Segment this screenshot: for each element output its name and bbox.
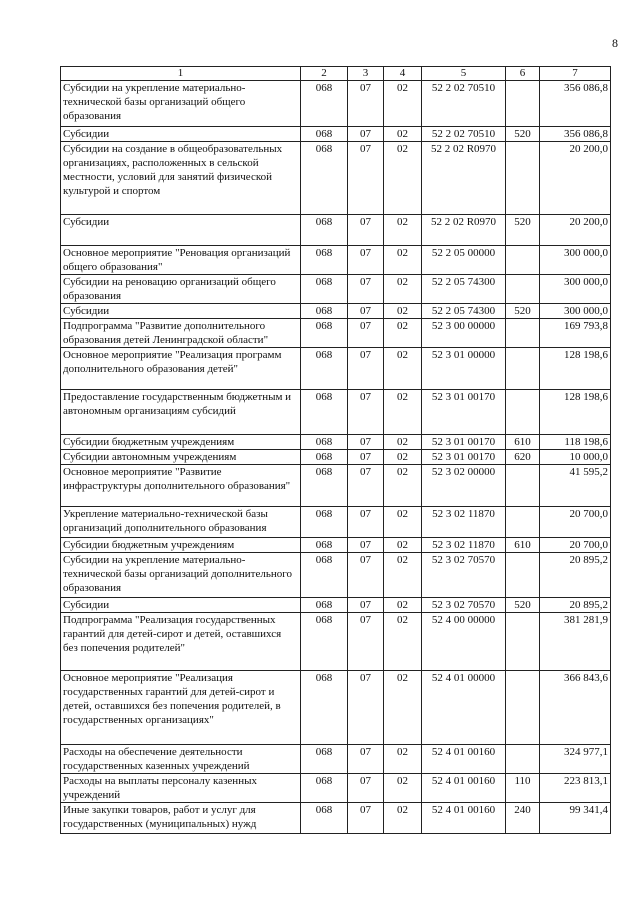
row-name-cell: Субсидии бюджетным учреждениям — [61, 538, 301, 553]
row-code-4-cell: 02 — [384, 613, 422, 671]
row-code-5-cell: 52 3 00 00000 — [422, 319, 506, 348]
row-code-3-cell: 07 — [348, 319, 384, 348]
row-code-3-cell: 07 — [348, 246, 384, 275]
row-name-cell: Основное мероприятие "Реализация программ дополнительного образования детей" — [61, 348, 301, 390]
row-code-5-cell: 52 2 02 70510 — [422, 127, 506, 142]
row-code-4-cell: 02 — [384, 745, 422, 774]
table-row — [61, 553, 611, 598]
row-amount-cell: 356 086,8 — [540, 127, 611, 142]
row-code-4-cell: 02 — [384, 348, 422, 390]
table-row — [61, 348, 611, 390]
row-amount-cell: 20 200,0 — [540, 142, 611, 215]
row-code-6-cell: 520 — [506, 304, 540, 319]
row-amount-cell: 99 341,4 — [540, 803, 611, 834]
row-amount-cell: 381 281,9 — [540, 613, 611, 671]
row-code-5-cell: 52 2 02 R0970 — [422, 215, 506, 246]
row-code-6-cell — [506, 553, 540, 598]
row-code-3-cell: 07 — [348, 465, 384, 507]
row-name-cell: Подпрограмма "Реализация государственных гарантий для детей-сирот и детей, оставшихся без попечения родителей" — [61, 613, 301, 671]
row-name-cell: Субсидии на создание в общеобразовательных организациях, расположенных в сельской местности, условий для занятий физической культурой и спортом — [61, 142, 301, 215]
row-code-4-cell: 02 — [384, 538, 422, 553]
row-code-6-cell — [506, 465, 540, 507]
table-body — [61, 81, 611, 834]
row-code-2-cell: 068 — [301, 275, 348, 304]
row-code-2-cell: 068 — [301, 538, 348, 553]
row-code-2-cell: 068 — [301, 553, 348, 598]
table-header-row — [61, 67, 611, 81]
row-code-4-cell: 02 — [384, 127, 422, 142]
row-code-4-cell: 02 — [384, 803, 422, 834]
table-row — [61, 745, 611, 774]
row-code-2-cell: 068 — [301, 507, 348, 538]
table-row — [61, 435, 611, 450]
row-code-3-cell: 07 — [348, 450, 384, 465]
table-row — [61, 538, 611, 553]
row-name-cell: Субсидии на укрепление материально-технической базы организаций дополнительного образования — [61, 553, 301, 598]
row-code-5-cell: 52 2 05 74300 — [422, 275, 506, 304]
table-row — [61, 142, 611, 215]
row-name-cell: Укрепление материально-технической базы организаций дополнительного образования — [61, 507, 301, 538]
row-code-5-cell: 52 2 05 74300 — [422, 304, 506, 319]
table-row — [61, 598, 611, 613]
row-code-4-cell: 02 — [384, 304, 422, 319]
row-amount-cell: 324 977,1 — [540, 745, 611, 774]
row-amount-cell: 118 198,6 — [540, 435, 611, 450]
row-code-2-cell: 068 — [301, 465, 348, 507]
row-code-2-cell: 068 — [301, 774, 348, 803]
row-amount-cell: 300 000,0 — [540, 304, 611, 319]
table-row — [61, 319, 611, 348]
row-code-2-cell: 068 — [301, 319, 348, 348]
row-name-cell: Субсидии на укрепление материально-технической базы организаций общего образования — [61, 81, 301, 127]
row-code-6-cell — [506, 275, 540, 304]
row-code-5-cell: 52 3 02 11870 — [422, 538, 506, 553]
table-row — [61, 613, 611, 671]
row-code-4-cell: 02 — [384, 671, 422, 745]
row-code-6-cell: 110 — [506, 774, 540, 803]
row-code-2-cell: 068 — [301, 127, 348, 142]
row-code-6-cell — [506, 319, 540, 348]
row-code-2-cell: 068 — [301, 671, 348, 745]
row-code-6-cell — [506, 507, 540, 538]
row-code-5-cell: 52 4 01 00000 — [422, 671, 506, 745]
row-name-cell: Субсидии — [61, 127, 301, 142]
row-code-5-cell: 52 3 01 00170 — [422, 435, 506, 450]
row-code-5-cell: 52 3 02 70570 — [422, 553, 506, 598]
column-header: 3 — [348, 67, 384, 81]
row-code-6-cell: 240 — [506, 803, 540, 834]
row-code-3-cell: 07 — [348, 553, 384, 598]
table-row — [61, 671, 611, 745]
table-row — [61, 127, 611, 142]
row-code-2-cell: 068 — [301, 745, 348, 774]
row-code-3-cell: 07 — [348, 613, 384, 671]
row-code-3-cell: 07 — [348, 745, 384, 774]
row-name-cell: Основное мероприятие "Развитие инфраструктуры дополнительного образования" — [61, 465, 301, 507]
row-code-5-cell: 52 3 01 00000 — [422, 348, 506, 390]
row-code-2-cell: 068 — [301, 142, 348, 215]
row-code-2-cell: 068 — [301, 598, 348, 613]
row-amount-cell: 20 895,2 — [540, 598, 611, 613]
row-amount-cell: 223 813,1 — [540, 774, 611, 803]
budget-table — [60, 66, 611, 834]
row-code-5-cell: 52 3 01 00170 — [422, 450, 506, 465]
row-amount-cell: 128 198,6 — [540, 390, 611, 435]
row-code-3-cell: 07 — [348, 390, 384, 435]
row-code-6-cell — [506, 671, 540, 745]
table-row — [61, 81, 611, 127]
row-code-5-cell: 52 2 05 00000 — [422, 246, 506, 275]
row-amount-cell: 10 000,0 — [540, 450, 611, 465]
row-name-cell: Субсидии автономным учреждениям — [61, 450, 301, 465]
row-code-3-cell: 07 — [348, 538, 384, 553]
row-name-cell: Основное мероприятие "Реализация государственных гарантий для детей-сирот и детей, оставшихся без попечения родителей, в государственных организациях" — [61, 671, 301, 745]
row-code-4-cell: 02 — [384, 598, 422, 613]
row-name-cell: Субсидии — [61, 215, 301, 246]
row-code-4-cell: 02 — [384, 275, 422, 304]
row-code-6-cell — [506, 745, 540, 774]
row-amount-cell: 356 086,8 — [540, 81, 611, 127]
table-row — [61, 390, 611, 435]
row-code-3-cell: 07 — [348, 275, 384, 304]
row-name-cell: Субсидии бюджетным учреждениям — [61, 435, 301, 450]
row-code-2-cell: 068 — [301, 435, 348, 450]
column-header: 5 — [422, 67, 506, 81]
row-code-3-cell: 07 — [348, 507, 384, 538]
table-row — [61, 304, 611, 319]
row-name-cell: Иные закупки товаров, работ и услуг для государственных (муниципальных) нужд — [61, 803, 301, 834]
row-code-4-cell: 02 — [384, 774, 422, 803]
row-code-3-cell: 07 — [348, 598, 384, 613]
column-header: 7 — [540, 67, 611, 81]
table-row — [61, 215, 611, 246]
row-code-2-cell: 068 — [301, 803, 348, 834]
row-amount-cell: 128 198,6 — [540, 348, 611, 390]
table-row — [61, 246, 611, 275]
row-amount-cell: 366 843,6 — [540, 671, 611, 745]
row-code-3-cell: 07 — [348, 81, 384, 127]
row-code-4-cell: 02 — [384, 142, 422, 215]
row-code-6-cell: 610 — [506, 435, 540, 450]
row-name-cell: Субсидии на реновацию организаций общего образования — [61, 275, 301, 304]
row-code-4-cell: 02 — [384, 450, 422, 465]
row-amount-cell: 300 000,0 — [540, 246, 611, 275]
row-code-5-cell: 52 3 02 11870 — [422, 507, 506, 538]
row-name-cell: Расходы на выплаты персоналу казенных учреждений — [61, 774, 301, 803]
row-amount-cell: 41 595,2 — [540, 465, 611, 507]
row-code-5-cell: 52 3 01 00170 — [422, 390, 506, 435]
row-name-cell: Субсидии — [61, 304, 301, 319]
row-code-6-cell: 620 — [506, 450, 540, 465]
row-code-2-cell: 068 — [301, 81, 348, 127]
row-amount-cell: 300 000,0 — [540, 275, 611, 304]
table-row — [61, 450, 611, 465]
row-code-5-cell: 52 3 02 00000 — [422, 465, 506, 507]
column-header: 2 — [301, 67, 348, 81]
row-amount-cell: 20 700,0 — [540, 538, 611, 553]
row-name-cell: Подпрограмма "Развитие дополнительного образования детей Ленинградской области" — [61, 319, 301, 348]
row-name-cell: Субсидии — [61, 598, 301, 613]
row-code-4-cell: 02 — [384, 553, 422, 598]
row-name-cell: Основное мероприятие "Реновация организаций общего образования" — [61, 246, 301, 275]
row-name-cell: Предоставление государственным бюджетным и автономным организациям субсидий — [61, 390, 301, 435]
row-code-4-cell: 02 — [384, 215, 422, 246]
row-code-3-cell: 07 — [348, 348, 384, 390]
row-code-3-cell: 07 — [348, 127, 384, 142]
row-amount-cell: 20 895,2 — [540, 553, 611, 598]
row-code-4-cell: 02 — [384, 435, 422, 450]
row-code-4-cell: 02 — [384, 246, 422, 275]
row-code-3-cell: 07 — [348, 142, 384, 215]
row-code-6-cell — [506, 613, 540, 671]
row-code-3-cell: 07 — [348, 671, 384, 745]
row-code-6-cell — [506, 348, 540, 390]
column-header: 1 — [61, 67, 301, 81]
row-code-3-cell: 07 — [348, 774, 384, 803]
row-code-3-cell: 07 — [348, 215, 384, 246]
row-code-2-cell: 068 — [301, 390, 348, 435]
row-code-5-cell: 52 4 00 00000 — [422, 613, 506, 671]
table-row — [61, 465, 611, 507]
row-code-6-cell — [506, 246, 540, 275]
row-code-5-cell: 52 4 01 00160 — [422, 774, 506, 803]
row-code-2-cell: 068 — [301, 215, 348, 246]
row-amount-cell: 20 200,0 — [540, 215, 611, 246]
row-code-6-cell — [506, 142, 540, 215]
row-code-6-cell — [506, 81, 540, 127]
row-code-4-cell: 02 — [384, 81, 422, 127]
row-code-2-cell: 068 — [301, 304, 348, 319]
row-name-cell: Расходы на обеспечение деятельности государственных казенных учреждений — [61, 745, 301, 774]
row-code-2-cell: 068 — [301, 450, 348, 465]
column-header: 6 — [506, 67, 540, 81]
table-row — [61, 507, 611, 538]
row-amount-cell: 169 793,8 — [540, 319, 611, 348]
row-code-5-cell: 52 4 01 00160 — [422, 803, 506, 834]
row-code-2-cell: 068 — [301, 246, 348, 275]
row-code-3-cell: 07 — [348, 803, 384, 834]
row-code-4-cell: 02 — [384, 507, 422, 538]
row-code-6-cell: 520 — [506, 215, 540, 246]
row-code-4-cell: 02 — [384, 390, 422, 435]
row-code-4-cell: 02 — [384, 465, 422, 507]
row-code-5-cell: 52 2 02 R0970 — [422, 142, 506, 215]
row-code-4-cell: 02 — [384, 319, 422, 348]
row-code-5-cell: 52 4 01 00160 — [422, 745, 506, 774]
row-code-6-cell: 610 — [506, 538, 540, 553]
row-code-3-cell: 07 — [348, 304, 384, 319]
column-header: 4 — [384, 67, 422, 81]
row-code-2-cell: 068 — [301, 613, 348, 671]
row-code-6-cell: 520 — [506, 598, 540, 613]
row-code-6-cell — [506, 390, 540, 435]
table-row — [61, 275, 611, 304]
row-code-2-cell: 068 — [301, 348, 348, 390]
row-code-6-cell: 520 — [506, 127, 540, 142]
row-code-3-cell: 07 — [348, 435, 384, 450]
row-code-5-cell: 52 3 02 70570 — [422, 598, 506, 613]
row-amount-cell: 20 700,0 — [540, 507, 611, 538]
row-code-5-cell: 52 2 02 70510 — [422, 81, 506, 127]
table-row — [61, 803, 611, 834]
page-number: 8 — [612, 36, 618, 50]
table-row — [61, 774, 611, 803]
